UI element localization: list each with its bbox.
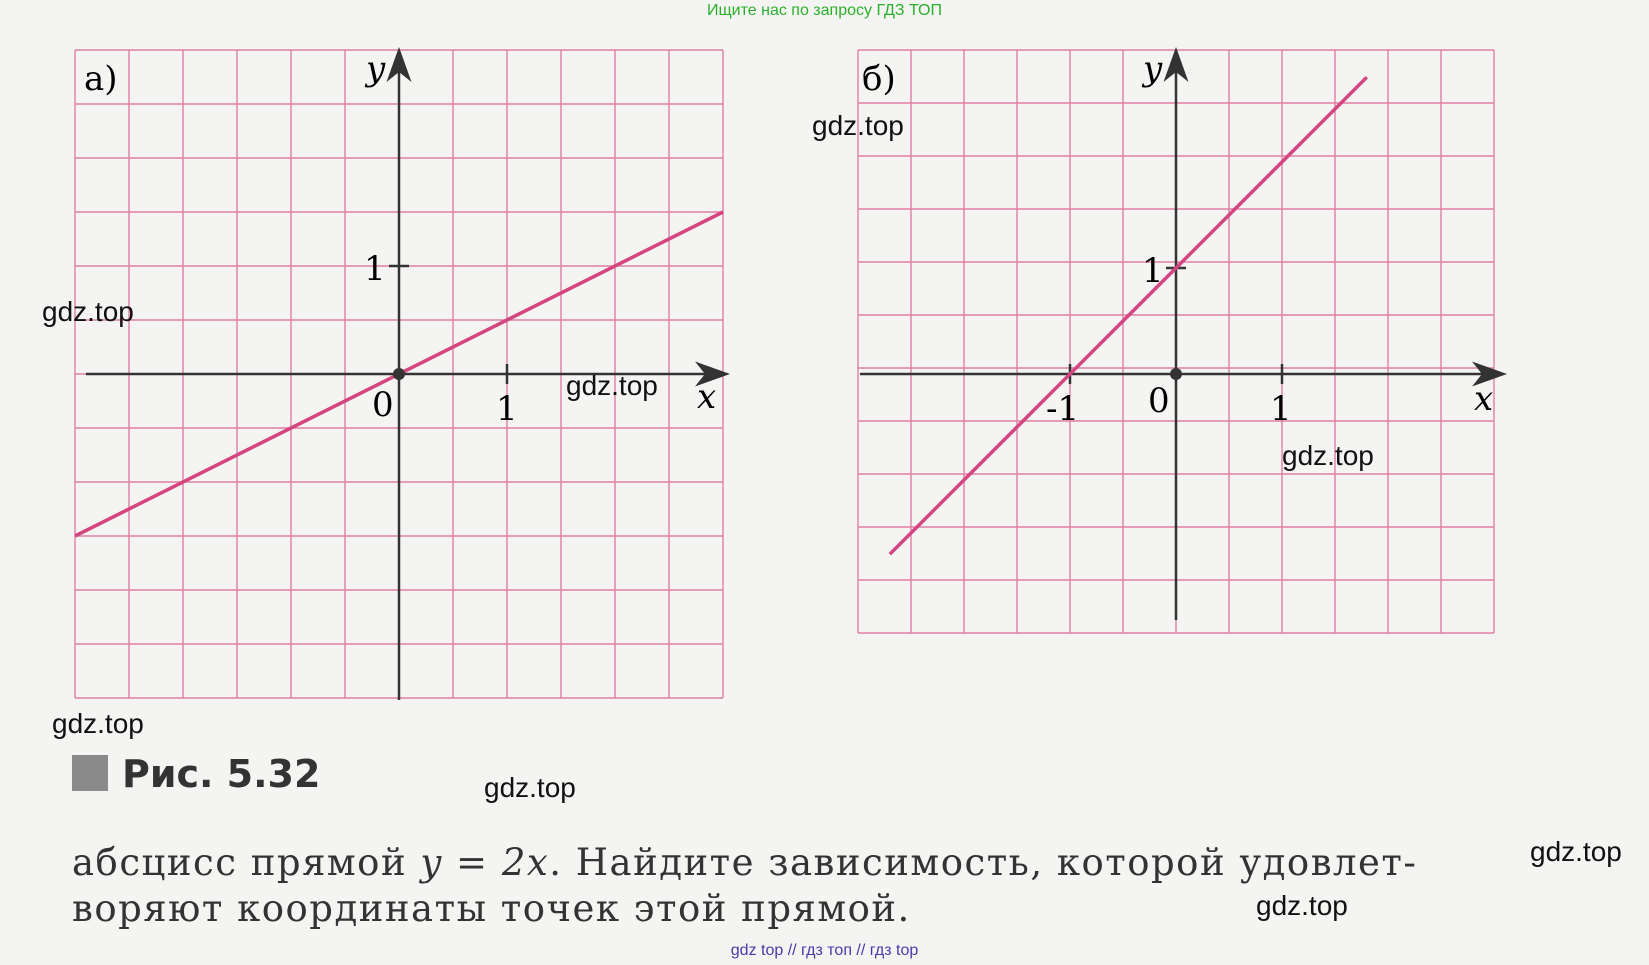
watermark: gdz.top <box>566 370 658 401</box>
x-tick-label-a: 1 <box>496 389 518 429</box>
watermark: gdz.top <box>484 772 576 803</box>
x-tick-label-b-neg: -1 <box>1046 389 1080 429</box>
formula: y = 2x <box>420 841 550 884</box>
origin-point-b <box>1170 368 1182 380</box>
origin-label-a: 0 <box>372 385 394 425</box>
problem-line-2: воряют координаты точек этой прямой. <box>72 887 911 930</box>
watermark: gdz.top <box>812 110 904 141</box>
x-tick-label-b-pos: 1 <box>1270 389 1292 429</box>
y-tick-label-a: 1 <box>364 249 386 289</box>
y-axis-label-a: y <box>366 49 386 89</box>
origin-point-a <box>393 368 405 380</box>
y-axis-label-b: y <box>1143 49 1163 89</box>
problem-line-1 <box>72 840 1512 886</box>
panel-label-a: а) <box>84 59 118 99</box>
watermark: gdz.top <box>42 296 134 327</box>
plot-line-b <box>890 77 1367 554</box>
footer-banner: gdz top // гдз топ // гдз top <box>730 942 919 959</box>
x-axis-label-b: x <box>1474 379 1494 419</box>
caption-square-icon <box>72 755 108 791</box>
watermark: gdz.top <box>1530 836 1622 867</box>
y-tick-label-b: 1 <box>1142 251 1164 291</box>
header-banner: Ищите нас по запросу ГДЗ ТОП <box>707 2 942 19</box>
watermark: gdz.top <box>1256 890 1348 921</box>
graph-b <box>858 49 1502 633</box>
origin-label-b: 0 <box>1148 381 1170 421</box>
watermark: gdz.top <box>1282 440 1374 471</box>
problem-line-1-end: . Найдите зависимость, которой удовлет- <box>549 841 1418 884</box>
panel-label-b: б) <box>862 59 896 99</box>
problem-line-1-start: абсцисс прямой <box>72 841 421 884</box>
x-axis-label-a: x <box>697 377 717 417</box>
figure-caption <box>72 752 320 796</box>
caption-text: Рис. 5.32 <box>122 752 321 796</box>
watermark: gdz.top <box>52 708 144 739</box>
